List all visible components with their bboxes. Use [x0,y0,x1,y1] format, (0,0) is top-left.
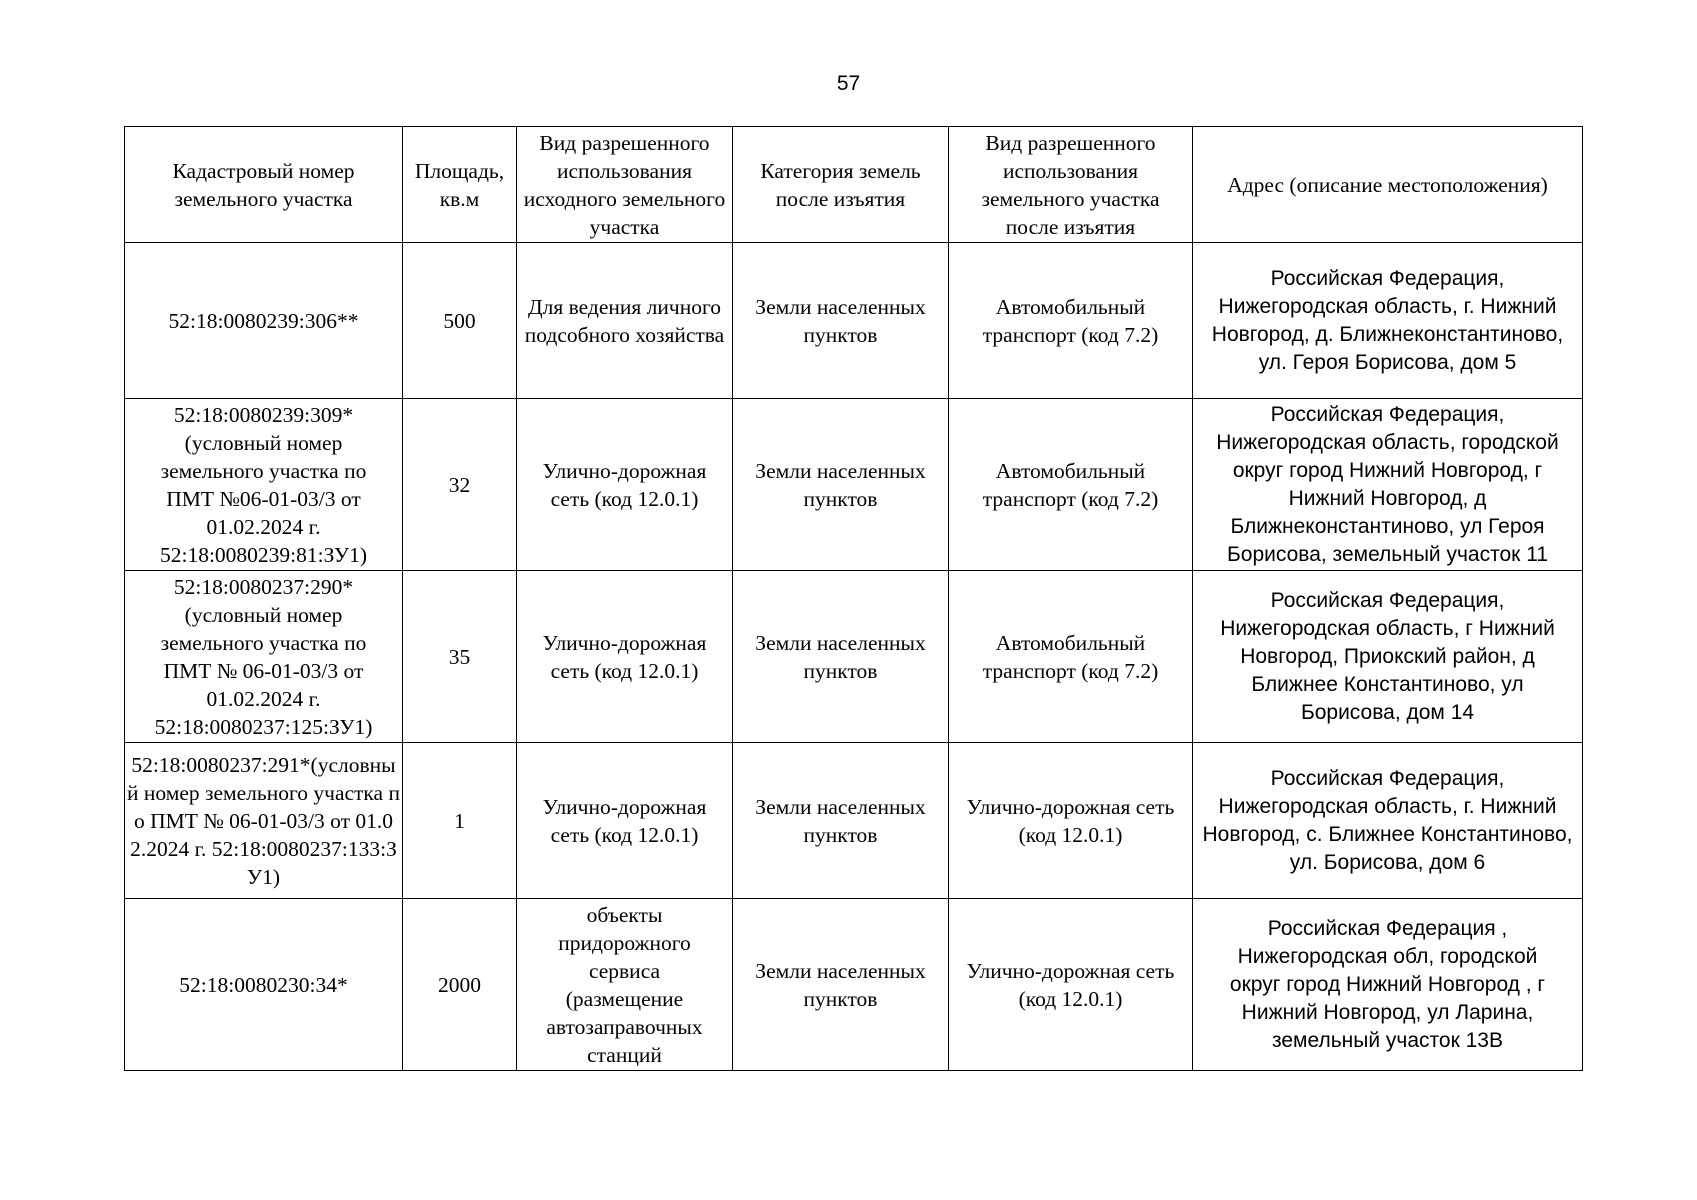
cell-cadastral-number: 52:18:0080237:291*(условный номер земельного участка по ПМТ № 06-01-03/3 от 01.02.2024 г. 52:18:0080237:133:ЗУ1) [125,743,403,899]
header-use-before: Вид разрешенного использования исходного земельного участка [517,127,733,243]
table-header-row [125,127,1583,243]
cell-use-after: Улично-дорожная сеть (код 12.0.1) [949,899,1193,1071]
cell-use-before: объекты придорожного сервиса (размещение автозаправочных станций [517,899,733,1071]
cell-area: 32 [403,399,517,571]
cell-area: 35 [403,571,517,743]
cell-address: Российская Федерация, Нижегородская область, г. Нижний Новгород, д. Ближнеконстантиново, ул. Героя Борисова, дом 5 [1193,243,1583,399]
cell-use-before: Улично-дорожная сеть (код 12.0.1) [517,399,733,571]
cell-use-after: Улично-дорожная сеть (код 12.0.1) [949,743,1193,899]
cell-land-category: Земли населенных пунктов [733,743,949,899]
table-row [125,243,1583,399]
cell-area: 2000 [403,899,517,1071]
cell-address: Российская Федерация, Нижегородская область, г Нижний Новгород, Приокский район, д Ближнее Константиново, ул Борисова, дом 14 [1193,571,1583,743]
table-row [125,571,1583,743]
cell-land-category: Земли населенных пунктов [733,399,949,571]
cell-cadastral-number: 52:18:0080230:34* [125,899,403,1071]
cell-address: Российская Федерация, Нижегородская область, городской округ город Нижний Новгород, г Нижний Новгород, д Ближнеконстантиново, ул Героя Борисова, земельный участок 11 [1193,399,1583,571]
cell-land-category: Земли населенных пунктов [733,243,949,399]
cell-cadastral-number: 52:18:0080239:309* (условный номер земельного участка по ПМТ №06-01-03/3 от 01.02.2024 г. 52:18:0080239:81:ЗУ1) [125,399,403,571]
cell-use-before: Улично-дорожная сеть (код 12.0.1) [517,743,733,899]
cell-land-category: Земли населенных пунктов [733,571,949,743]
cell-land-category: Земли населенных пунктов [733,899,949,1071]
header-cadastral-number: Кадастровый номер земельного участка [125,127,403,243]
cell-use-after: Автомобильный транспорт (код 7.2) [949,243,1193,399]
cell-area: 1 [403,743,517,899]
cell-area: 500 [403,243,517,399]
cell-cadastral-number: 52:18:0080237:290* (условный номер земельного участка по ПМТ № 06-01-03/3 от 01.02.2024 г. 52:18:0080237:125:ЗУ1) [125,571,403,743]
header-area: Площадь, кв.м [403,127,517,243]
table-row [125,399,1583,571]
cell-cadastral-number: 52:18:0080239:306** [125,243,403,399]
cell-use-before: Улично-дорожная сеть (код 12.0.1) [517,571,733,743]
header-use-after: Вид разрешенного использования земельного участка после изъятия [949,127,1193,243]
table-row [125,899,1583,1071]
cell-use-before: Для ведения личного подсобного хозяйства [517,243,733,399]
page-number: 57 [836,72,861,95]
cell-use-after: Автомобильный транспорт (код 7.2) [949,399,1193,571]
land-parcels-table [124,126,1583,1071]
header-address: Адрес (описание местоположения) [1193,127,1583,243]
cell-use-after: Автомобильный транспорт (код 7.2) [949,571,1193,743]
table-row [125,743,1583,899]
cell-address: Российская Федерация , Нижегородская обл, городской округ город Нижний Новгород , г Нижний Новгород, ул Ларина, земельный участок 13В [1193,899,1583,1071]
cell-address: Российская Федерация, Нижегородская область, г. Нижний Новгород, с. Ближнее Константиново, ул. Борисова, дом 6 [1193,743,1583,899]
header-land-category: Категория земель после изъятия [733,127,949,243]
